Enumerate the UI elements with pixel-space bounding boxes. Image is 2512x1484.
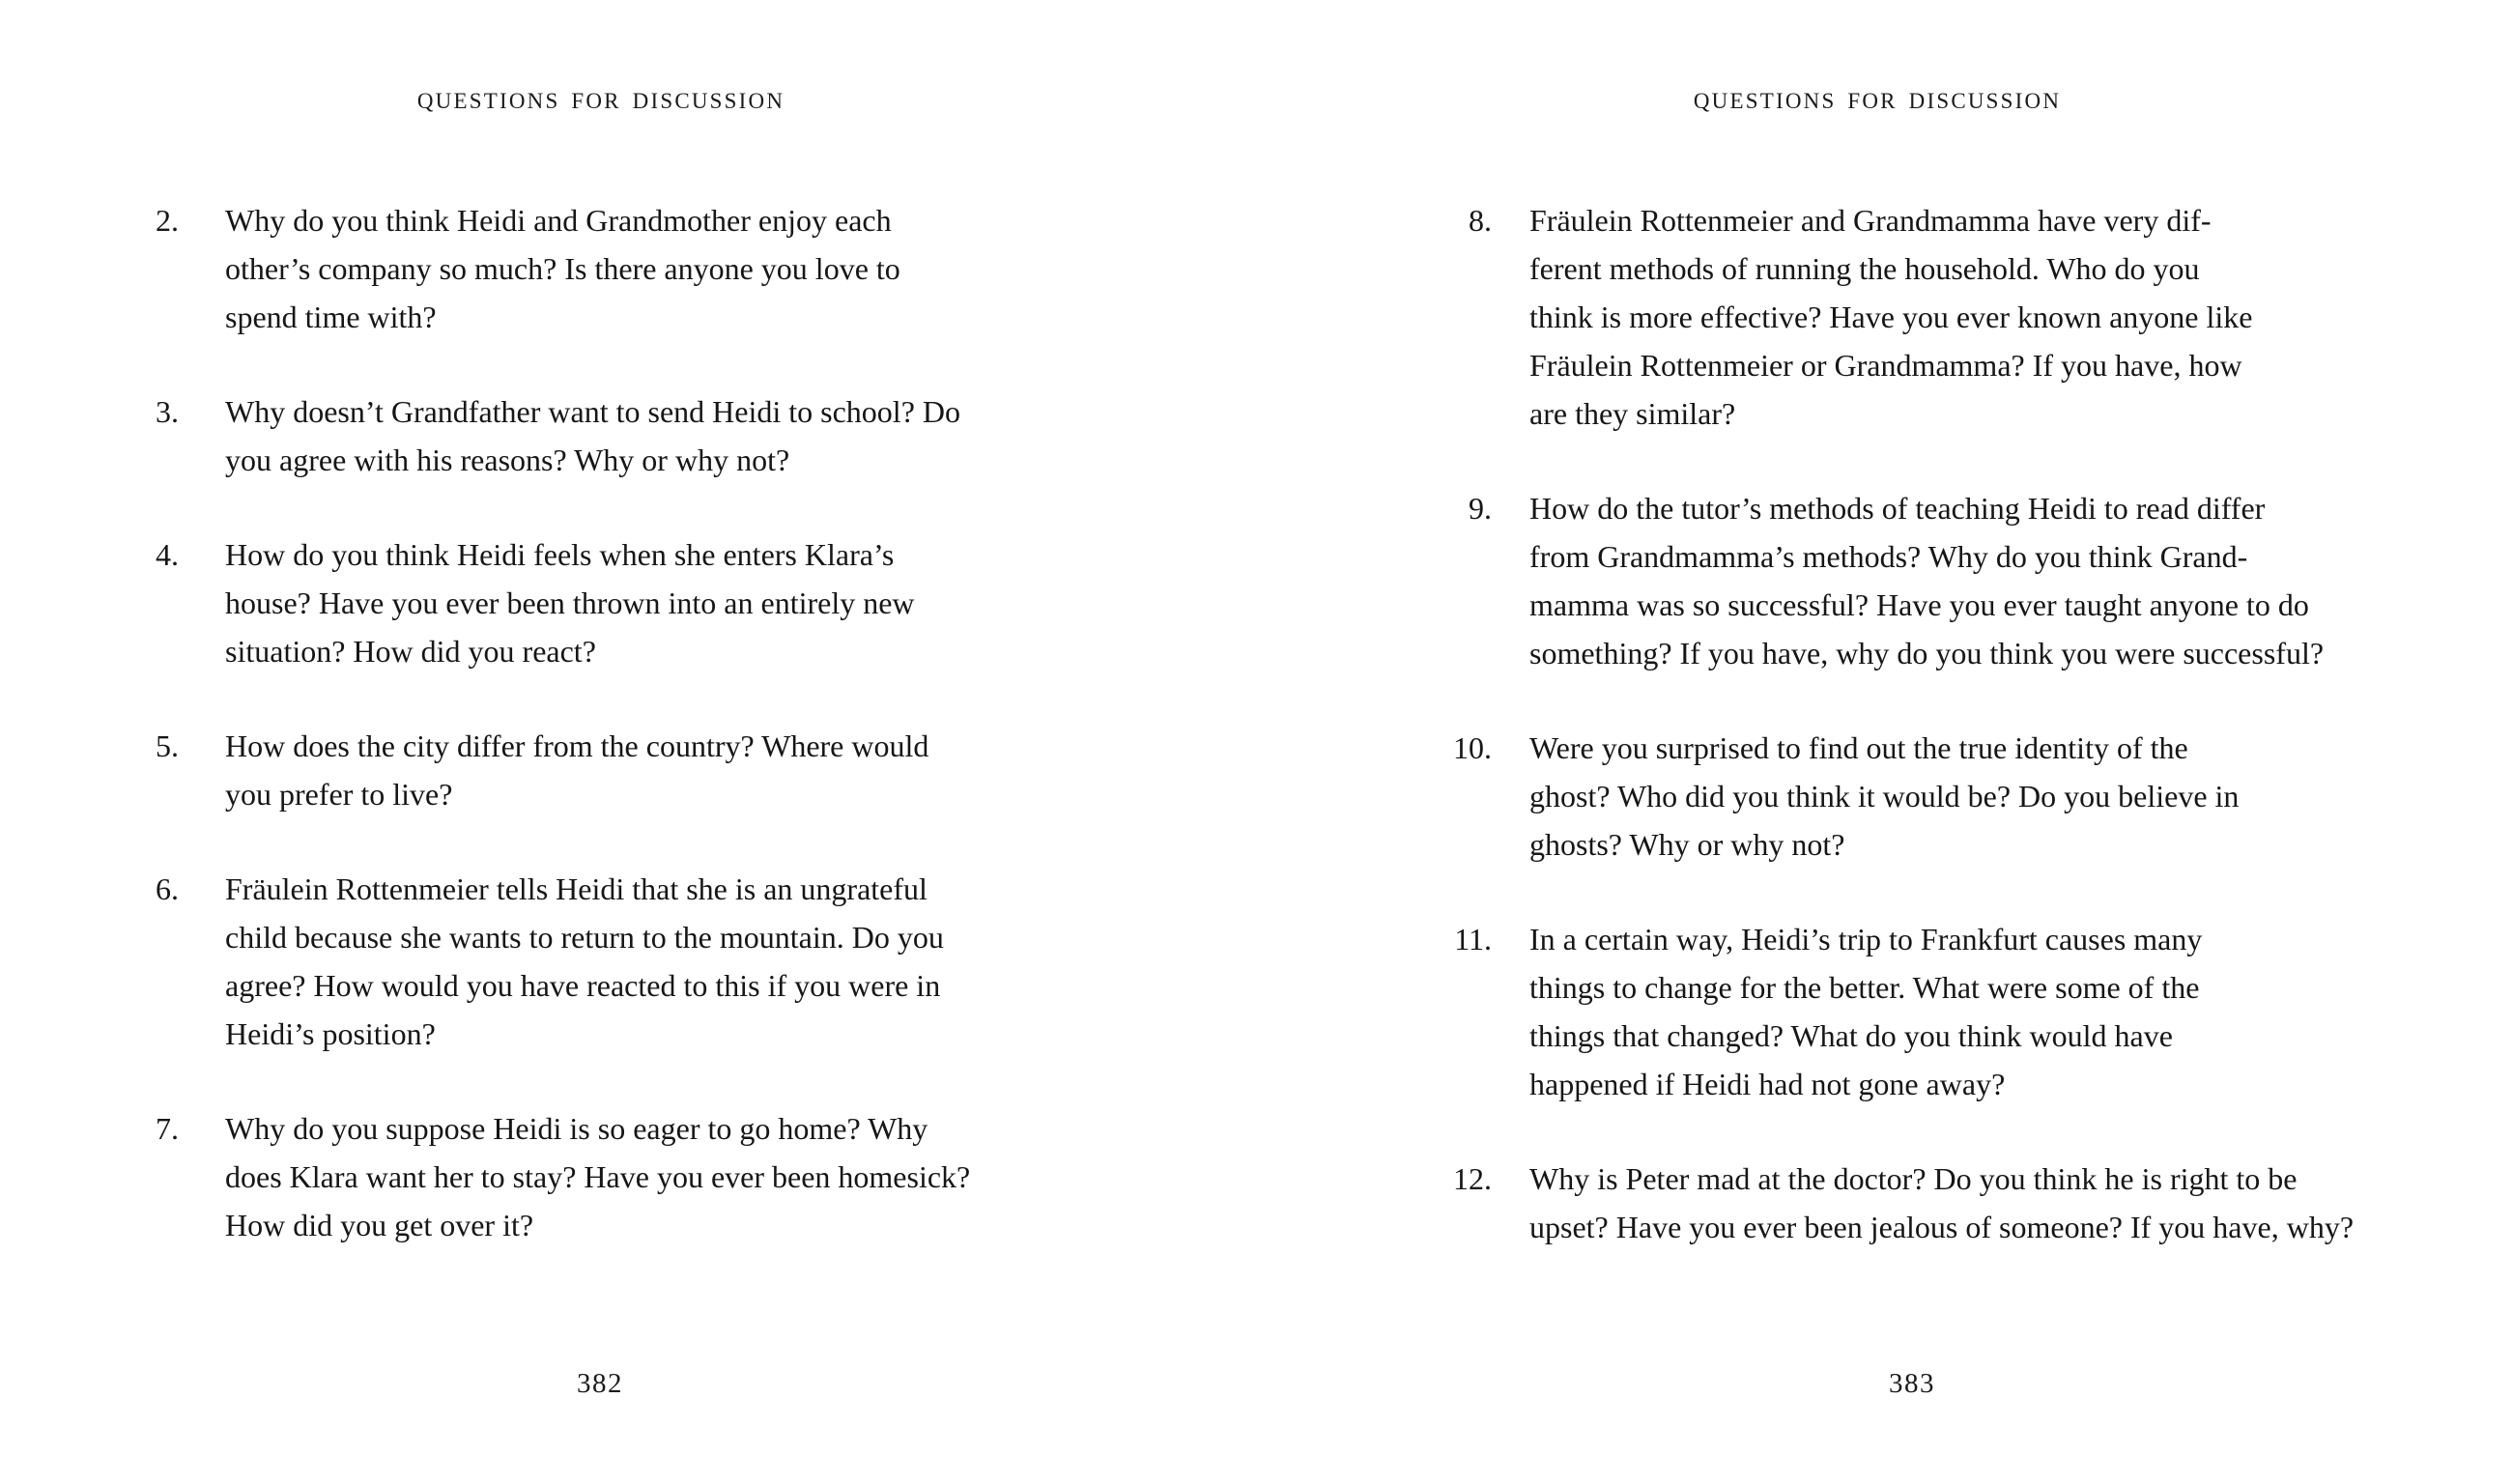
question-line: happened if Heidi had not gone away?	[1529, 1067, 2006, 1101]
question-line: something? If you have, why do you think you were successful?	[1529, 636, 2325, 671]
question-line: In a certain way, Heidi’s trip to Frankfurt causes many	[1529, 922, 2203, 956]
question-line: Were you surprised to find out the true identity of the	[1529, 730, 2188, 765]
question-line: child because she wants to return to the mountain. Do you	[225, 920, 944, 955]
question-number: 12.	[1453, 1161, 1492, 1196]
question-line: situation? How did you react?	[225, 634, 596, 669]
question-line: How did you get over it?	[225, 1208, 534, 1242]
question-item	[116, 722, 970, 818]
question-line: you prefer to live?	[225, 777, 453, 812]
question-line: Why do you suppose Heidi is so eager to go home? Why	[225, 1111, 928, 1146]
question-item	[1429, 484, 2354, 677]
question-item	[1429, 1155, 2354, 1251]
question-line: ghost? Who did you think it would be? Do you believe in	[1529, 779, 2240, 813]
question-line: Heidi’s position?	[225, 1016, 436, 1051]
question-text	[1529, 1155, 2354, 1251]
question-line: spend time with?	[225, 300, 437, 334]
question-list	[116, 196, 970, 1296]
question-text	[225, 530, 915, 675]
question-line: are they similar?	[1529, 396, 1736, 431]
question-list	[1429, 196, 2354, 1298]
question-item	[116, 530, 970, 675]
question-item	[1429, 915, 2354, 1108]
question-line: you agree with his reasons? Why or why not?	[225, 442, 790, 477]
question-text	[1529, 484, 2324, 677]
question-line: ferent methods of running the household. Who do you	[1529, 251, 2200, 286]
question-number: 11.	[1454, 922, 1492, 956]
question-number: 8.	[1469, 203, 1492, 238]
question-item	[116, 196, 970, 341]
question-line: How do you think Heidi feels when she enters Klara’s	[225, 537, 895, 572]
question-text	[1529, 196, 2252, 438]
question-number: 2.	[156, 203, 179, 238]
question-item	[1429, 196, 2354, 438]
question-item	[1429, 724, 2354, 869]
question-text	[1529, 915, 2202, 1108]
question-line: upset? Have you ever been jealous of someone? If you have, why?	[1529, 1210, 2355, 1244]
question-text	[225, 865, 944, 1058]
question-text	[1529, 724, 2239, 869]
question-line: other’s company so much? Is there anyone you love to	[225, 251, 900, 286]
question-item	[116, 865, 970, 1058]
question-line: Fräulein Rottenmeier or Grandmamma? If you have, how	[1529, 348, 2242, 383]
question-line: ghosts? Why or why not?	[1529, 827, 1845, 862]
question-line: mamma was so successful? Have you ever taught anyone to do	[1529, 587, 2309, 622]
question-text	[225, 1104, 970, 1249]
question-number: 7.	[156, 1111, 179, 1146]
question-line: How does the city differ from the country? Where would	[225, 728, 929, 763]
question-text	[225, 722, 928, 818]
page-number: 383	[1889, 1368, 1935, 1399]
question-number: 6.	[156, 871, 179, 906]
question-item	[116, 1104, 970, 1249]
running-header: QUESTIONS FOR DISCUSSION	[416, 89, 785, 113]
question-item	[116, 387, 970, 484]
question-line: things that changed? What do you think would have	[1529, 1018, 2173, 1053]
question-number: 5.	[156, 728, 179, 763]
question-number: 3.	[156, 394, 179, 429]
question-line: from Grandmamma’s methods? Why do you think Grand-	[1529, 539, 2248, 574]
question-line: Why is Peter mad at the doctor? Do you think he is right to be	[1529, 1161, 2298, 1196]
page-number: 382	[577, 1368, 623, 1399]
question-text	[225, 196, 900, 341]
question-line: think is more effective? Have you ever known anyone like	[1529, 300, 2253, 334]
question-line: things to change for the better. What were some of the	[1529, 970, 2200, 1005]
question-line: agree? How would you have reacted to this if you were in	[225, 968, 941, 1003]
question-line: How do the tutor’s methods of teaching Heidi to read differ	[1529, 491, 2266, 526]
question-text	[225, 387, 960, 484]
question-line: house? Have you ever been thrown into an entirely new	[225, 585, 915, 620]
question-number: 9.	[1469, 491, 1492, 526]
question-line: Why doesn’t Grandfather want to send Heidi to school? Do	[225, 394, 960, 429]
question-line: does Klara want her to stay? Have you ever been homesick?	[225, 1159, 971, 1194]
page-right	[1256, 0, 2512, 1484]
question-line: Why do you think Heidi and Grandmother enjoy each	[225, 203, 892, 238]
running-header: QUESTIONS FOR DISCUSSION	[1693, 89, 2062, 113]
question-line: Fräulein Rottenmeier and Grandmamma have very dif-	[1529, 203, 2212, 238]
question-number: 4.	[156, 537, 179, 572]
question-number: 10.	[1453, 730, 1492, 765]
question-line: Fräulein Rottenmeier tells Heidi that she is an ungrateful	[225, 871, 928, 906]
